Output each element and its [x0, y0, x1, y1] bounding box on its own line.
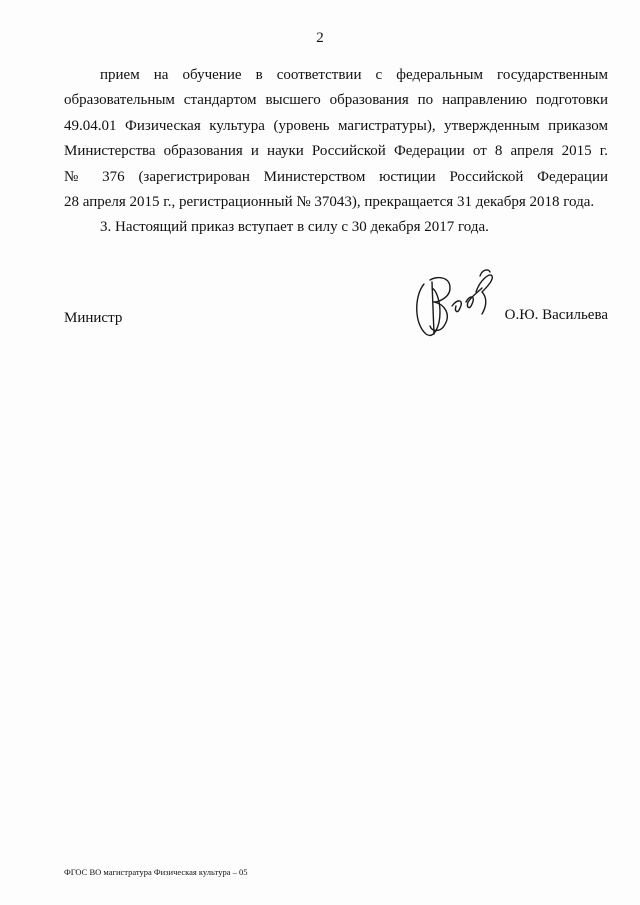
- paragraph-line: прием на обучение в соответствии с федеральным государственным: [100, 67, 608, 83]
- signer-name: О.Ю. Васильева: [504, 307, 608, 323]
- paragraph-line: № 376 (зарегистрирован Министерством юстиции Российской Федерации: [64, 168, 608, 185]
- paragraph-line: образовательным стандартом высшего образования по направлению подготовки: [64, 92, 608, 109]
- footer-document-code: ФГОС ВО магистратура Физическая культура – 05: [64, 867, 248, 877]
- page-number: 2: [316, 30, 324, 46]
- signatory-title: Министр: [64, 310, 123, 326]
- paragraph-line: 28 апреля 2015 г., регистрационный № 37043), прекращается 31 декабря 2018 года.: [64, 193, 595, 210]
- paragraph-line: Министерства образования и науки Российской Федерации от 8 апреля 2015 г.: [64, 143, 608, 160]
- paragraph-line: 49.04.01 Физическая культура (уровень магистратуры), утвержденным приказом: [64, 117, 608, 134]
- handwritten-signature: [410, 262, 500, 342]
- clause-3-text: 3. Настоящий приказ вступает в силу с 30 декабря 2017 года.: [100, 219, 489, 236]
- signature-icon: [410, 262, 500, 342]
- order-body-text: [64, 63, 608, 241]
